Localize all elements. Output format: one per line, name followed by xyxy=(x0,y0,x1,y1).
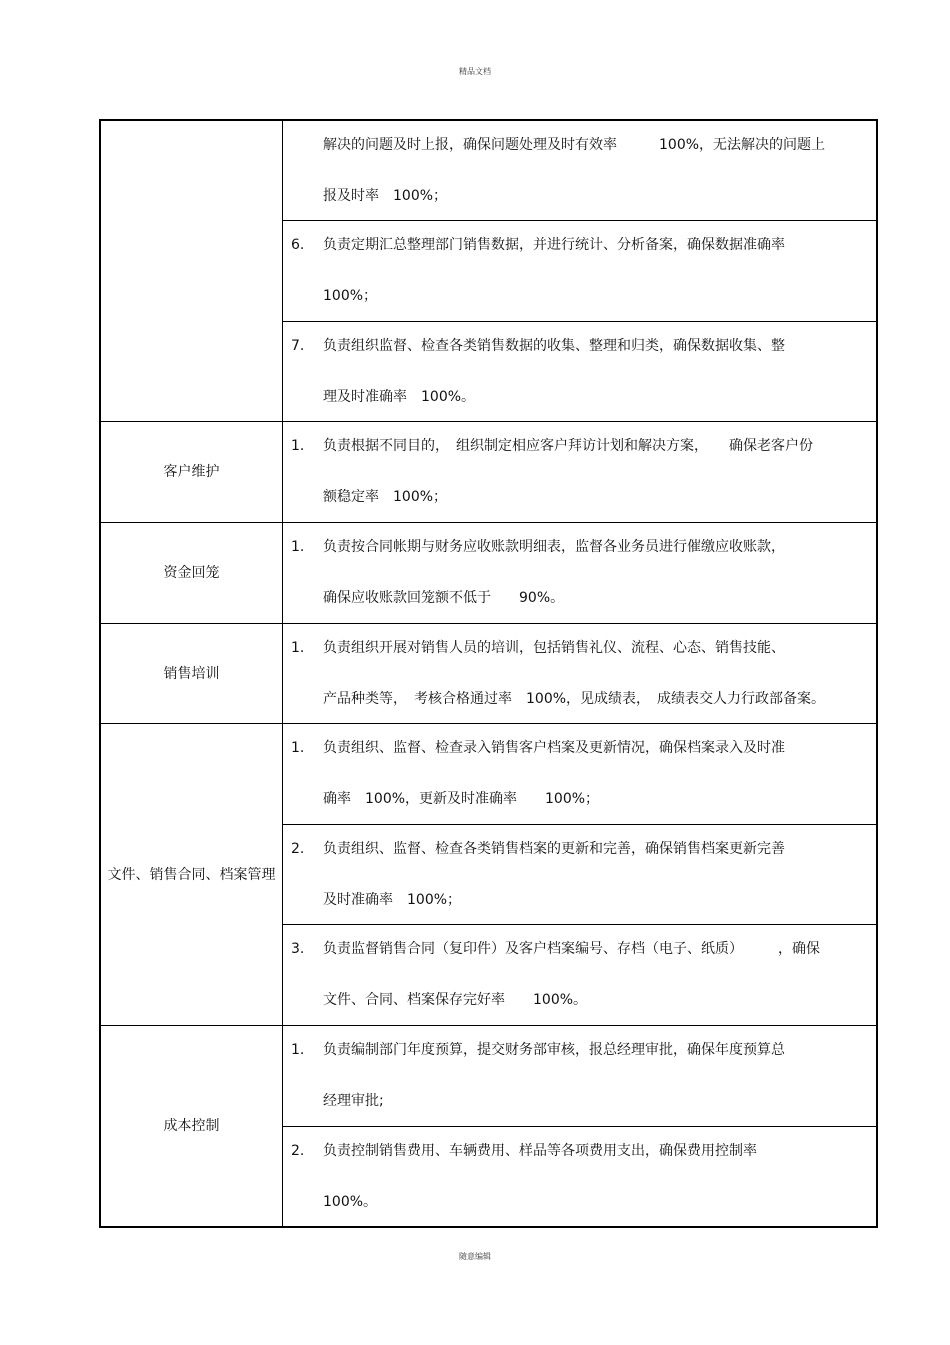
item-number: 1. xyxy=(291,539,305,555)
category-funds: 资金回笼 xyxy=(100,523,283,624)
item-number: 1. xyxy=(291,640,305,656)
table-row xyxy=(100,724,877,825)
item-line: 及时准确率 100%； xyxy=(323,892,462,908)
table-row xyxy=(100,422,877,523)
item-line: 产品种类等， 考核合格通过率 100%，见成绩表， 成绩表交人力行政部备案。 xyxy=(323,691,826,707)
category-cost: 成本控制 xyxy=(100,1026,283,1228)
duty-item xyxy=(283,624,878,724)
category-archive: 文件、销售合同、档案管理 xyxy=(100,724,283,1026)
item-line: 负责定期汇总整理部门销售数据，并进行统计、分析备案，确保数据准确率 xyxy=(323,237,785,253)
item-line: 报及时率 100%； xyxy=(323,188,448,204)
item-number: 6. xyxy=(291,237,305,253)
duty-item xyxy=(283,724,878,825)
item-number: 2. xyxy=(291,841,305,857)
item-line: 负责控制销售费用、车辆费用、样品等各项费用支出，确保费用控制率 xyxy=(323,1143,757,1159)
item-line: 负责编制部门年度预算，提交财务部审核，报总经理审批，确保年度预算总 xyxy=(323,1042,785,1058)
duty-item xyxy=(283,322,878,422)
item-number: 1. xyxy=(291,740,305,756)
item-line: 100%； xyxy=(323,288,378,304)
item-line: 负责组织监督、检查各类销售数据的收集、整理和归类，确保数据收集、整 xyxy=(323,338,785,354)
item-line: 100%。 xyxy=(323,1194,378,1210)
duty-item xyxy=(283,1026,878,1127)
item-number: 7. xyxy=(291,338,305,354)
item-line: 负责按合同帐期与财务应收账款明细表，监督各业务员进行催缴应收账款， xyxy=(323,539,785,555)
duty-table xyxy=(99,119,878,1228)
page-footer: 随意编辑 xyxy=(459,1252,491,1261)
duty-item xyxy=(283,422,878,523)
duty-item xyxy=(283,523,878,624)
duty-item xyxy=(283,1127,878,1228)
item-line: 文件、合同、档案保存完好率 100%。 xyxy=(323,992,588,1008)
item-line: 负责组织、监督、检查录入销售客户档案及更新情况，确保档案录入及时准 xyxy=(323,740,785,756)
duty-item xyxy=(283,825,878,925)
item-line: 解决的问题及时上报，确保问题处理及时有效率 100%，无法解决的问题上 xyxy=(323,137,826,153)
duty-item xyxy=(283,120,878,221)
item-line: 负责根据不同目的， 组织制定相应客户拜访计划和解决方案， 确保老客户份 xyxy=(323,438,813,454)
category-training: 销售培训 xyxy=(100,624,283,724)
item-line: 负责组织、监督、检查各类销售档案的更新和完善，确保销售档案更新完善 xyxy=(323,841,785,857)
table-row xyxy=(100,624,877,724)
page-header: 精品文档 xyxy=(459,67,491,76)
item-line: 负责监督销售合同（复印件）及客户档案编号、存档（电子、纸质） ，确保 xyxy=(323,941,820,957)
item-number: 1. xyxy=(291,438,305,454)
table-row xyxy=(100,523,877,624)
item-line: 理及时准确率 100%。 xyxy=(323,389,476,405)
item-line: 额稳定率 100%； xyxy=(323,489,448,505)
item-line: 经理审批; xyxy=(323,1093,384,1109)
category-cell-empty xyxy=(100,120,283,422)
table-row xyxy=(100,120,877,221)
item-number: 2. xyxy=(291,1143,305,1159)
duty-item xyxy=(283,925,878,1026)
item-line: 负责组织开展对销售人员的培训，包括销售礼仪、流程、心态、销售技能、 xyxy=(323,640,785,656)
item-line: 确率 100%，更新及时准确率 100%； xyxy=(323,791,600,807)
category-customer: 客户维护 xyxy=(100,422,283,523)
item-line: 确保应收账款回笼额不低于 90%。 xyxy=(323,590,565,606)
item-number: 1. xyxy=(291,1042,305,1058)
item-number: 3. xyxy=(291,941,305,957)
table-row xyxy=(100,1026,877,1127)
duty-item xyxy=(283,221,878,322)
